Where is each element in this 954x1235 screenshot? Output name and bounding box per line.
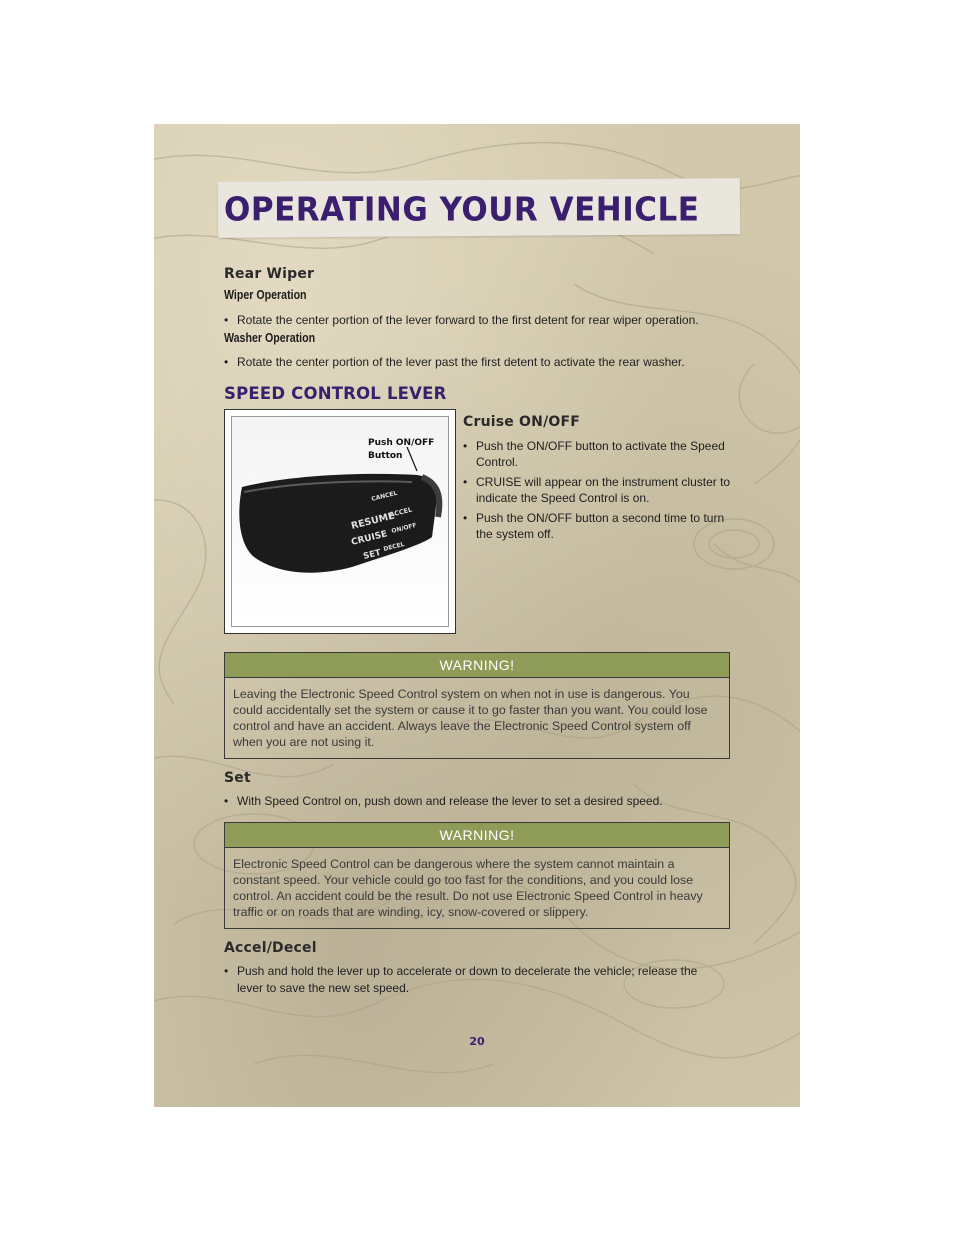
wiper-operation-label: Wiper Operation — [224, 288, 307, 302]
rear-wiper-heading: Rear Wiper — [224, 266, 315, 282]
callout-line1: Push ON/OFF — [368, 438, 435, 448]
accel-decel-heading: Accel/Decel — [224, 940, 317, 956]
image-callout — [368, 437, 434, 463]
washer-operation-bullet: • Rotate the center portion of the lever past the first detent to activate the rear washer. — [224, 355, 685, 369]
lever-label-decel: DECEL — [382, 540, 406, 553]
speed-control-lever-image — [224, 409, 456, 634]
page-title: OPERATING YOUR VEHICLE — [224, 191, 700, 229]
lever-label-accel: ACCEL — [388, 505, 413, 519]
speed-control-heading: SPEED CONTROL LEVER — [224, 384, 447, 403]
list-item: • Push the ON/OFF button to activate the Speed Control. — [463, 439, 725, 469]
warning-header: WARNING! — [225, 823, 729, 848]
cruise-onoff-heading: Cruise ON/OFF — [463, 414, 581, 430]
lever-label-resume: RESUME — [350, 510, 396, 532]
lever-label-set: SET — [362, 547, 382, 562]
warning-header: WARNING! — [225, 653, 729, 678]
warning-text: Electronic Speed Control can be dangerous where the system cannot maintain a constant speed. Your vehicle could go too fast for the conditions, and you could lose control. An accident could be the result. Do not use Electronic Speed Control in heavy traffic or on roads that are winding, icy, snow-covered or slippery. — [233, 857, 703, 919]
list-item: • CRUISE will appear on the instrument cluster to indicate the Speed Control is on. — [463, 475, 731, 505]
lever-label-cancel: CANCEL — [370, 489, 399, 503]
wiper-operation-bullet: • Rotate the center portion of the lever forward to the first detent for rear wiper operation. — [224, 313, 699, 327]
lever-label-onoff: ON/OFF — [390, 521, 418, 535]
page-number: 20 — [469, 1035, 485, 1048]
list-item: • Push the ON/OFF button a second time to turn the system off. — [463, 511, 725, 541]
warning-text: Leaving the Electronic Speed Control system on when not in use is dangerous. You could accidentally set the system or cause it to go faster than you want. You could lose control and have an accident. Always leave the Electronic Speed Control system off when you are not using it. — [233, 687, 708, 749]
set-bullet: • With Speed Control on, push down and release the lever to set a desired speed. — [224, 794, 663, 808]
set-heading: Set — [224, 770, 251, 786]
callout-line2: Button — [368, 451, 403, 461]
washer-operation-label: Washer Operation — [224, 331, 316, 345]
lever-label-cruise: CRUISE — [350, 529, 389, 548]
cruise-bullet-list — [463, 438, 731, 542]
manual-page — [154, 124, 800, 1107]
accel-decel-bullet: • Push and hold the lever up to accelerate or down to decelerate the vehicle; release the lever to save the new set speed. — [224, 964, 698, 995]
warning-box-2 — [224, 822, 730, 929]
warning-box-1 — [224, 652, 730, 759]
